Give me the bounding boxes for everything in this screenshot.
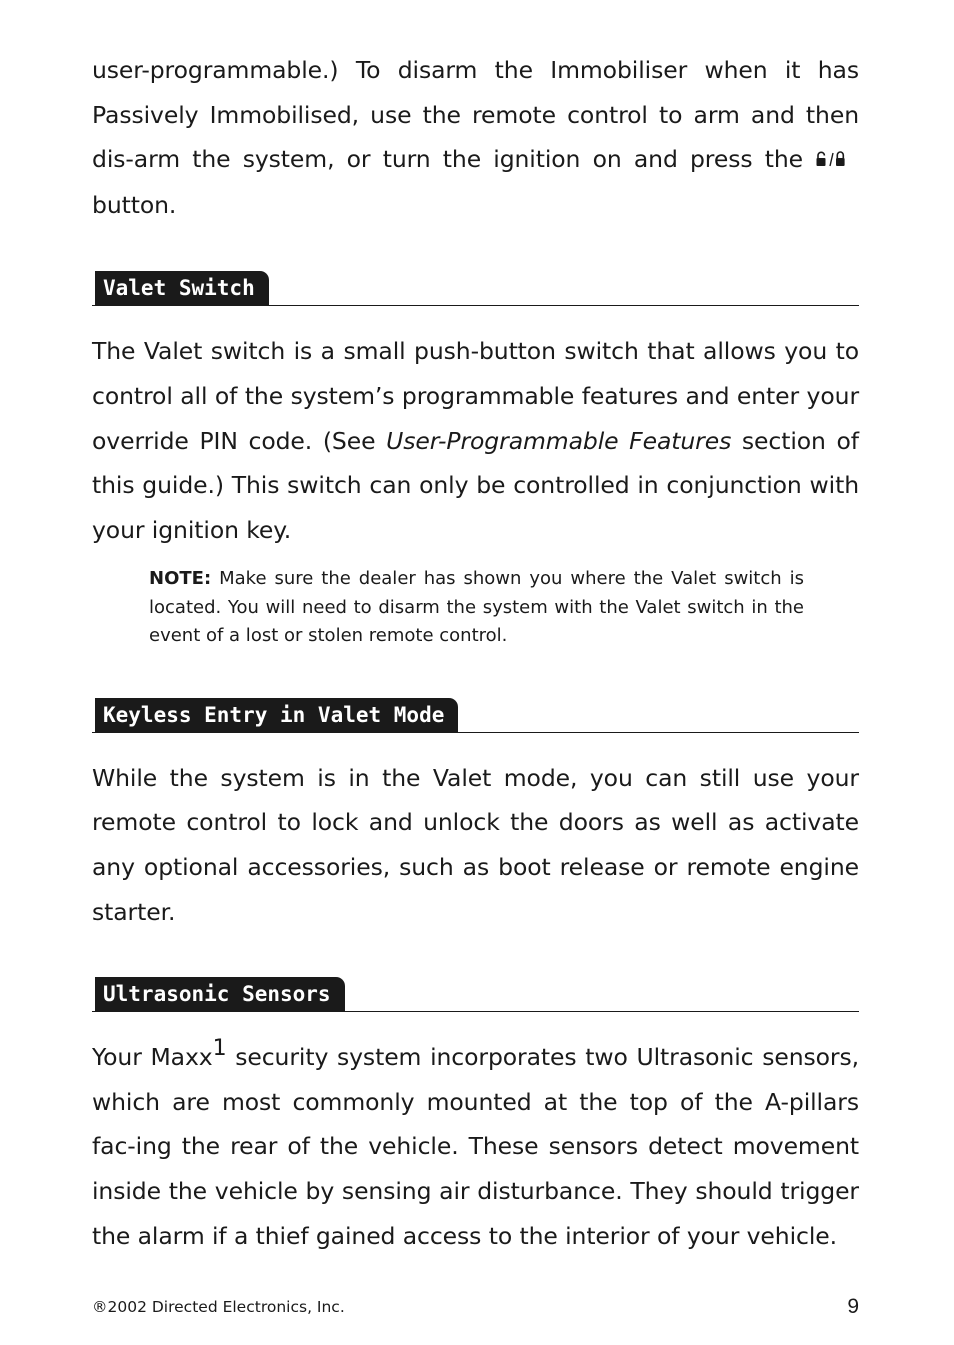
keyless-paragraph [92, 756, 859, 934]
ultrasonic-text-2: security system incorporates two Ultrasonic sensors, which are most commonly mounted at the top of the A-pillars fac-ing the rear of the vehicle. These sensors detect movement inside the vehicle by sensing air disturbance. They should trigger the alarm if a thief gained access to the interior of your vehicle. [92, 1043, 859, 1250]
valet-text-italic: User-Programmable Features [386, 426, 732, 455]
section-heading-valet-switch [92, 269, 859, 306]
section-heading-keyless-entry [92, 696, 859, 733]
superscript: 1 [212, 1036, 227, 1062]
intro-text: user-programmable.) To disarm the Immobiliser when it has Passively Immobilised, use the remote control to arm and then dis-arm the system, or turn the ignition on and press the [92, 56, 859, 174]
keyless-text: While the system is in the Valet mode, you can still use your remote control to lock and unlock the doors as well as activate any optional accessories, such as boot release or remote engine starter. [92, 763, 859, 926]
valet-text-2: section of this guide.) This switch can only be controlled in conjunction with your ignition key. [92, 426, 859, 544]
note-label: NOTE: [149, 568, 212, 590]
heading-tab: Valet Switch [95, 271, 269, 305]
valet-text-1: The Valet switch is a small push-button switch that allows you to control all of the system’s programmable features and enter your override PIN code. (See [92, 337, 859, 455]
lock-unlock-icon [815, 138, 847, 183]
document-page [92, 48, 859, 1258]
valet-paragraph [92, 329, 859, 552]
intro-text-end: button. [92, 190, 177, 219]
note-text: Make sure the dealer has shown you where the Valet switch is located. You will need to disarm the system with the Valet switch in the event of a lost or stolen remote control. [149, 568, 804, 647]
intro-paragraph [92, 48, 859, 227]
page-number: 9 [847, 1295, 859, 1318]
section-heading-ultrasonic-sensors [92, 975, 859, 1012]
note-block [149, 565, 804, 651]
heading-tab: Keyless Entry in Valet Mode [95, 698, 458, 732]
heading-tab: Ultrasonic Sensors [95, 977, 345, 1011]
footer-copyright: ®2002 Directed Electronics, Inc. [92, 1298, 345, 1316]
ultrasonic-paragraph [92, 1035, 859, 1258]
ultrasonic-text-1: Your Maxx [92, 1043, 213, 1072]
